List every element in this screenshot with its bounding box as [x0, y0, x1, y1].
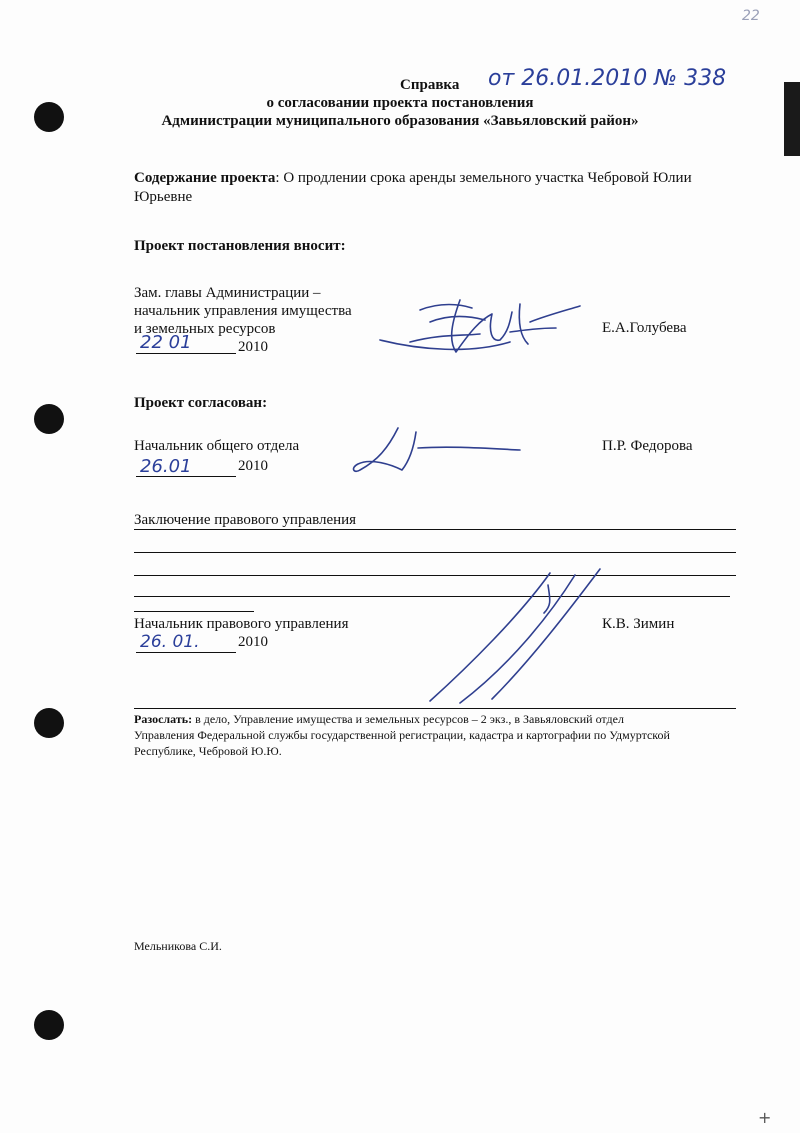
- legal-line-1: [134, 529, 736, 530]
- project-content-label: Содержание проекта: [134, 170, 276, 186]
- doc-subtitle-1: о согласовании проекта постановления: [266, 95, 534, 111]
- doc-subtitle-2: Администрации муниципального образования «Завьяловский район»: [161, 113, 639, 129]
- approved-date-line: [136, 476, 236, 477]
- distribution-line: [134, 708, 736, 709]
- executor-name: Мельникова С.И.: [134, 939, 222, 953]
- approved-role: Начальник общего отдела: [134, 438, 300, 454]
- signature-fedorova: [340, 420, 530, 480]
- corner-mark-bottom: +: [758, 1108, 772, 1127]
- submitted-heading: Проект постановления вносит:: [134, 238, 346, 254]
- legal-date-line: [136, 652, 236, 653]
- legal-name: К.В. Зимин: [602, 616, 675, 632]
- signature-zimin: [400, 565, 610, 705]
- binder-hole-4: [34, 1010, 64, 1040]
- approved-name: П.Р. Федорова: [602, 438, 693, 454]
- submitted-name: Е.А.Голубева: [602, 320, 687, 336]
- submitted-role-3: и земельных ресурсов: [134, 321, 276, 337]
- approved-date: 26.01: [140, 456, 192, 477]
- approved-year: 2010: [238, 458, 268, 474]
- project-content: [134, 170, 754, 187]
- distribution-text-1: в дело, Управление имущества и земельных ресурсов – 2 экз., в Завьяловский отдел: [192, 712, 624, 726]
- legal-year: 2010: [238, 634, 268, 650]
- corner-mark-top: 22: [742, 8, 760, 24]
- submitted-year: 2010: [238, 339, 268, 355]
- signature-golubeva: [360, 292, 590, 362]
- legal-date: 26. 01.: [140, 632, 200, 652]
- distribution-label: Разослать:: [134, 712, 193, 726]
- submitted-date-line: [136, 353, 236, 354]
- legal-line-short: [134, 611, 254, 612]
- distribution-text-3: Республике, Чебровой Ю.Ю.: [134, 744, 282, 758]
- submitted-date: 22 01: [140, 332, 192, 353]
- handwritten-ref: от 26.01.2010 № 338: [488, 66, 727, 91]
- legal-line-2: [134, 552, 736, 553]
- binder-hole-2: [34, 404, 64, 434]
- project-content-text: : О продлении срока аренды земельного участка Чебровой Юлии: [275, 170, 692, 186]
- doc-title: Справка: [400, 77, 460, 93]
- project-content-text-2: Юрьевне: [134, 189, 193, 205]
- distribution-block: [134, 711, 744, 759]
- approved-heading: Проект согласован:: [134, 395, 268, 411]
- submitted-role-2: начальник управления имущества: [134, 303, 352, 319]
- submitted-role-1: Зам. главы Администрации –: [134, 285, 321, 301]
- distribution-text-2: Управления Федеральной службы государственной регистрации, кадастра и картографии по Удмуртской: [134, 728, 670, 742]
- legal-role: Начальник правового управления: [134, 616, 349, 632]
- legal-conclusion-label: Заключение правового управления: [134, 512, 357, 528]
- binder-hole-3: [34, 708, 64, 738]
